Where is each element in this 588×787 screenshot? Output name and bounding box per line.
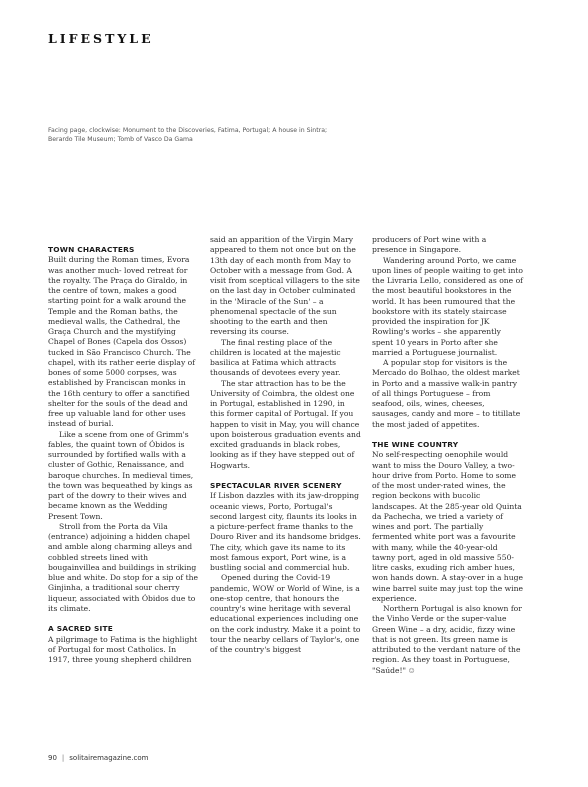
column-3 bbox=[372, 235, 523, 775]
page-footer bbox=[48, 754, 149, 762]
paragraph: Opened during the Covid-19 pandemic, WOW or World of Wine, is a one-stop centre, that honours the country's wine heritage with several educational experiences including one on the cork industry. Make it a point to tour the nearby cellars of Taylor's, one of the country's biggest bbox=[210, 573, 361, 654]
subheading-spectacular-river-scenery: SPECTACULAR RIVER SCENERY bbox=[210, 481, 342, 490]
paragraph: Like a scene from one of Grimm's fables, the quaint town of Óbidos is surrounded by fortified walls with a cluster of Gothic, Renaissance, and baroque churches. In medieval times, the town was bequeathed by kings as part of the dowry to their wives and became known as the Wedding Present Town. bbox=[48, 429, 194, 521]
end-mark-icon: ☺ bbox=[408, 666, 415, 675]
paragraph: No self-respecting oenophile would want to miss the Douro Valley, a two-hour drive from Porto. Home to some of the most under-rated wines, the region beckons with bucolic landscapes. At the 285-year old Quinta da Pachecha, we tried a variety of wines and port. The partially fermented white port was a favourite with many, while the 40-year-old tawny port, aged in old massive 550-litre casks, exuding rich amber hues, won hands down. A stay-over in a huge wine barrel suite may just top the wine experience. bbox=[372, 450, 523, 603]
subheading-a-sacred-site: A SACRED SITE bbox=[48, 624, 113, 634]
paragraph: If Lisbon dazzles with its jaw-dropping oceanic views, Porto, Portugal's second largest city, flaunts its looks in a picture-perfect frame thanks to the Douro River and its handsome bridges. The city, which gave its name to its most famous export, Port wine, is a bustling social and commercial hub. bbox=[210, 491, 361, 572]
section-label: LIFESTYLE bbox=[48, 31, 154, 46]
paragraph: The final resting place of the children is located at the majestic basilica at Fatima which attracts thousands of devotees every year. bbox=[210, 337, 341, 378]
paragraph: Stroll from the Porta da Vila (entrance) adjoining a hidden chapel and amble along charming alleys and cobbled streets lined with bougainvillea and buildings in striking blue and white. Do stop for a sip of the Ginjinha, a traditional sour cherry liqueur, associated with Óbidos due to its climate. bbox=[48, 521, 199, 613]
page-number: 90 bbox=[48, 754, 57, 762]
paragraph: A popular stop for visitors is the Mercado do Bolhao, the oldest market in Porto and a massive walk-in pantry of all things Portuguese – from seafood, oils, wines, cheeses, sausages, candy and more – to titillate the most jaded of appetites. bbox=[372, 358, 521, 429]
subheading-the-wine-country: THE WINE COUNTRY bbox=[372, 440, 459, 449]
paragraph: Built during the Roman times, Evora was another much- loved retreat for the royalty. The Praça do Giraldo, in the centre of town, makes a good starting point for a walk around the Temple and the Roman baths, the medieval walls, the Cathedral, the Graça Church and the mystifying Chapel of Bones (Capela dos Ossos) tucked in São Francisco Church. The chapel, with its rather eerie display of bones of some 5000 corpses, was established by Franciscan monks in the 16th century to offer a sanctified shelter for the souls of the dead and free up valuable land for other uses instead of burial. bbox=[48, 255, 196, 429]
paragraph-final bbox=[372, 604, 523, 676]
paragraph: A pilgrimage to Fatima is the highlight of Portugal for most Catholics. In 1917, three young shepherd children bbox=[48, 634, 198, 664]
paragraph: said an apparition of the Virgin Mary appeared to them not once but on the 13th day of each month from May to October with a message from God. A visit from sceptical villagers to the site on the last day in October culminated in the 'Miracle of the Sun' – a phenomenal spectacle of the sun shooting to the earth and then reversing its course. bbox=[210, 235, 360, 337]
column-1 bbox=[48, 235, 199, 775]
website-link[interactable]: solitairemagazine.com bbox=[69, 754, 149, 762]
photo-caption: Facing page, clockwise: Monument to the Discoveries, Fatima, Portugal; A house in Sintra; Berardo Tile Museum; Tomb of Vasco Da Gama bbox=[48, 127, 328, 143]
footer-separator: | bbox=[61, 754, 65, 762]
paragraph: Wandering around Porto, we came upon lines of people waiting to get into the Livraria Lello, considered as one of the most beautiful bookstores in the world. It has been rumoured that the bookstore with its stately staircase provided the inspiration for JK Rowling's works – she apparently spent 10 years in Porto after she married a Portuguese journalist. bbox=[372, 255, 524, 357]
subheading-town-characters: TOWN CHARACTERS bbox=[48, 245, 135, 254]
article-body bbox=[48, 235, 548, 775]
column-2 bbox=[210, 235, 361, 775]
paragraph-text: Northern Portugal is also known for the Vinho Verde or the super-value Green Wine – a dry, acidic, fizzy wine that is not green. Its green name is attributed to the verdant nature of the region. As they toast in Portuguese, "Saúde!" bbox=[372, 604, 522, 675]
paragraph: The star attraction has to be the University of Coimbra, the oldest one in Portugal, established in 1290, in this former capital of Portugal. If you happen to visit in May, you will chance upon boisterous graduation events and excited graduands in black robes, looking as if they have stepped out of Hogwarts. bbox=[210, 378, 361, 470]
paragraph: producers of Port wine with a presence in Singapore. bbox=[372, 235, 487, 255]
